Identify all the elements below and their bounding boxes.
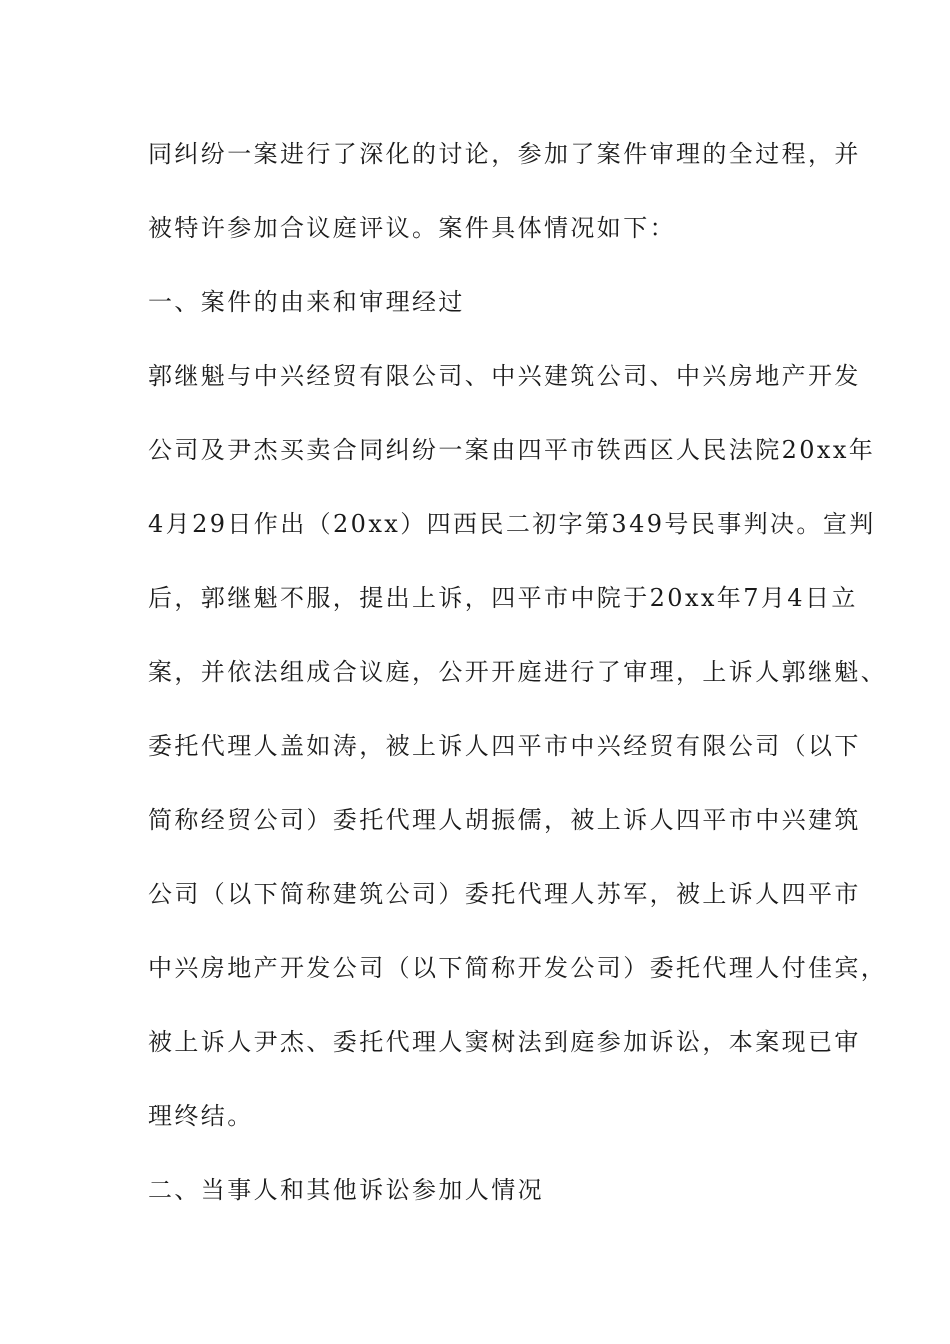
paragraph-line: 公司（以下简称建筑公司）委托代理人苏军，被上诉人四平市	[148, 880, 861, 908]
paragraph-line: 理终结。	[148, 1102, 254, 1130]
section-heading: 一、案件的由来和审理经过	[148, 288, 465, 316]
paragraph-line: 被特许参加合议庭评议。案件具体情况如下：	[148, 214, 676, 242]
paragraph-line: 4月29日作出（20xx）四西民二初字第349号民事判决。宣判	[148, 510, 876, 538]
paragraph-line: 中兴房地产开发公司（以下简称开发公司）委托代理人付佳宾，	[148, 954, 888, 982]
paragraph-line: 后，郭继魁不服，提出上诉，四平市中院于20xx年7月4日立	[148, 584, 858, 612]
paragraph-line: 同纠纷一案进行了深化的讨论，参加了案件审理的全过程，并	[148, 140, 861, 168]
paragraph-line: 案，并依法组成合议庭，公开开庭进行了审理，上诉人郭继魁、	[148, 658, 888, 686]
paragraph-line: 公司及尹杰买卖合同纠纷一案由四平市铁西区人民法院20xx年	[148, 436, 876, 464]
paragraph-line: 郭继魁与中兴经贸有限公司、中兴建筑公司、中兴房地产开发	[148, 362, 861, 390]
paragraph-line: 委托代理人盖如涛，被上诉人四平市中兴经贸有限公司（以下	[148, 732, 861, 760]
paragraph-line: 被上诉人尹杰、委托代理人窦树法到庭参加诉讼，本案现已审	[148, 1028, 861, 1056]
paragraph-line: 简称经贸公司）委托代理人胡振儒，被上诉人四平市中兴建筑	[148, 806, 861, 834]
section-heading: 二、当事人和其他诉讼参加人情况	[148, 1176, 544, 1204]
